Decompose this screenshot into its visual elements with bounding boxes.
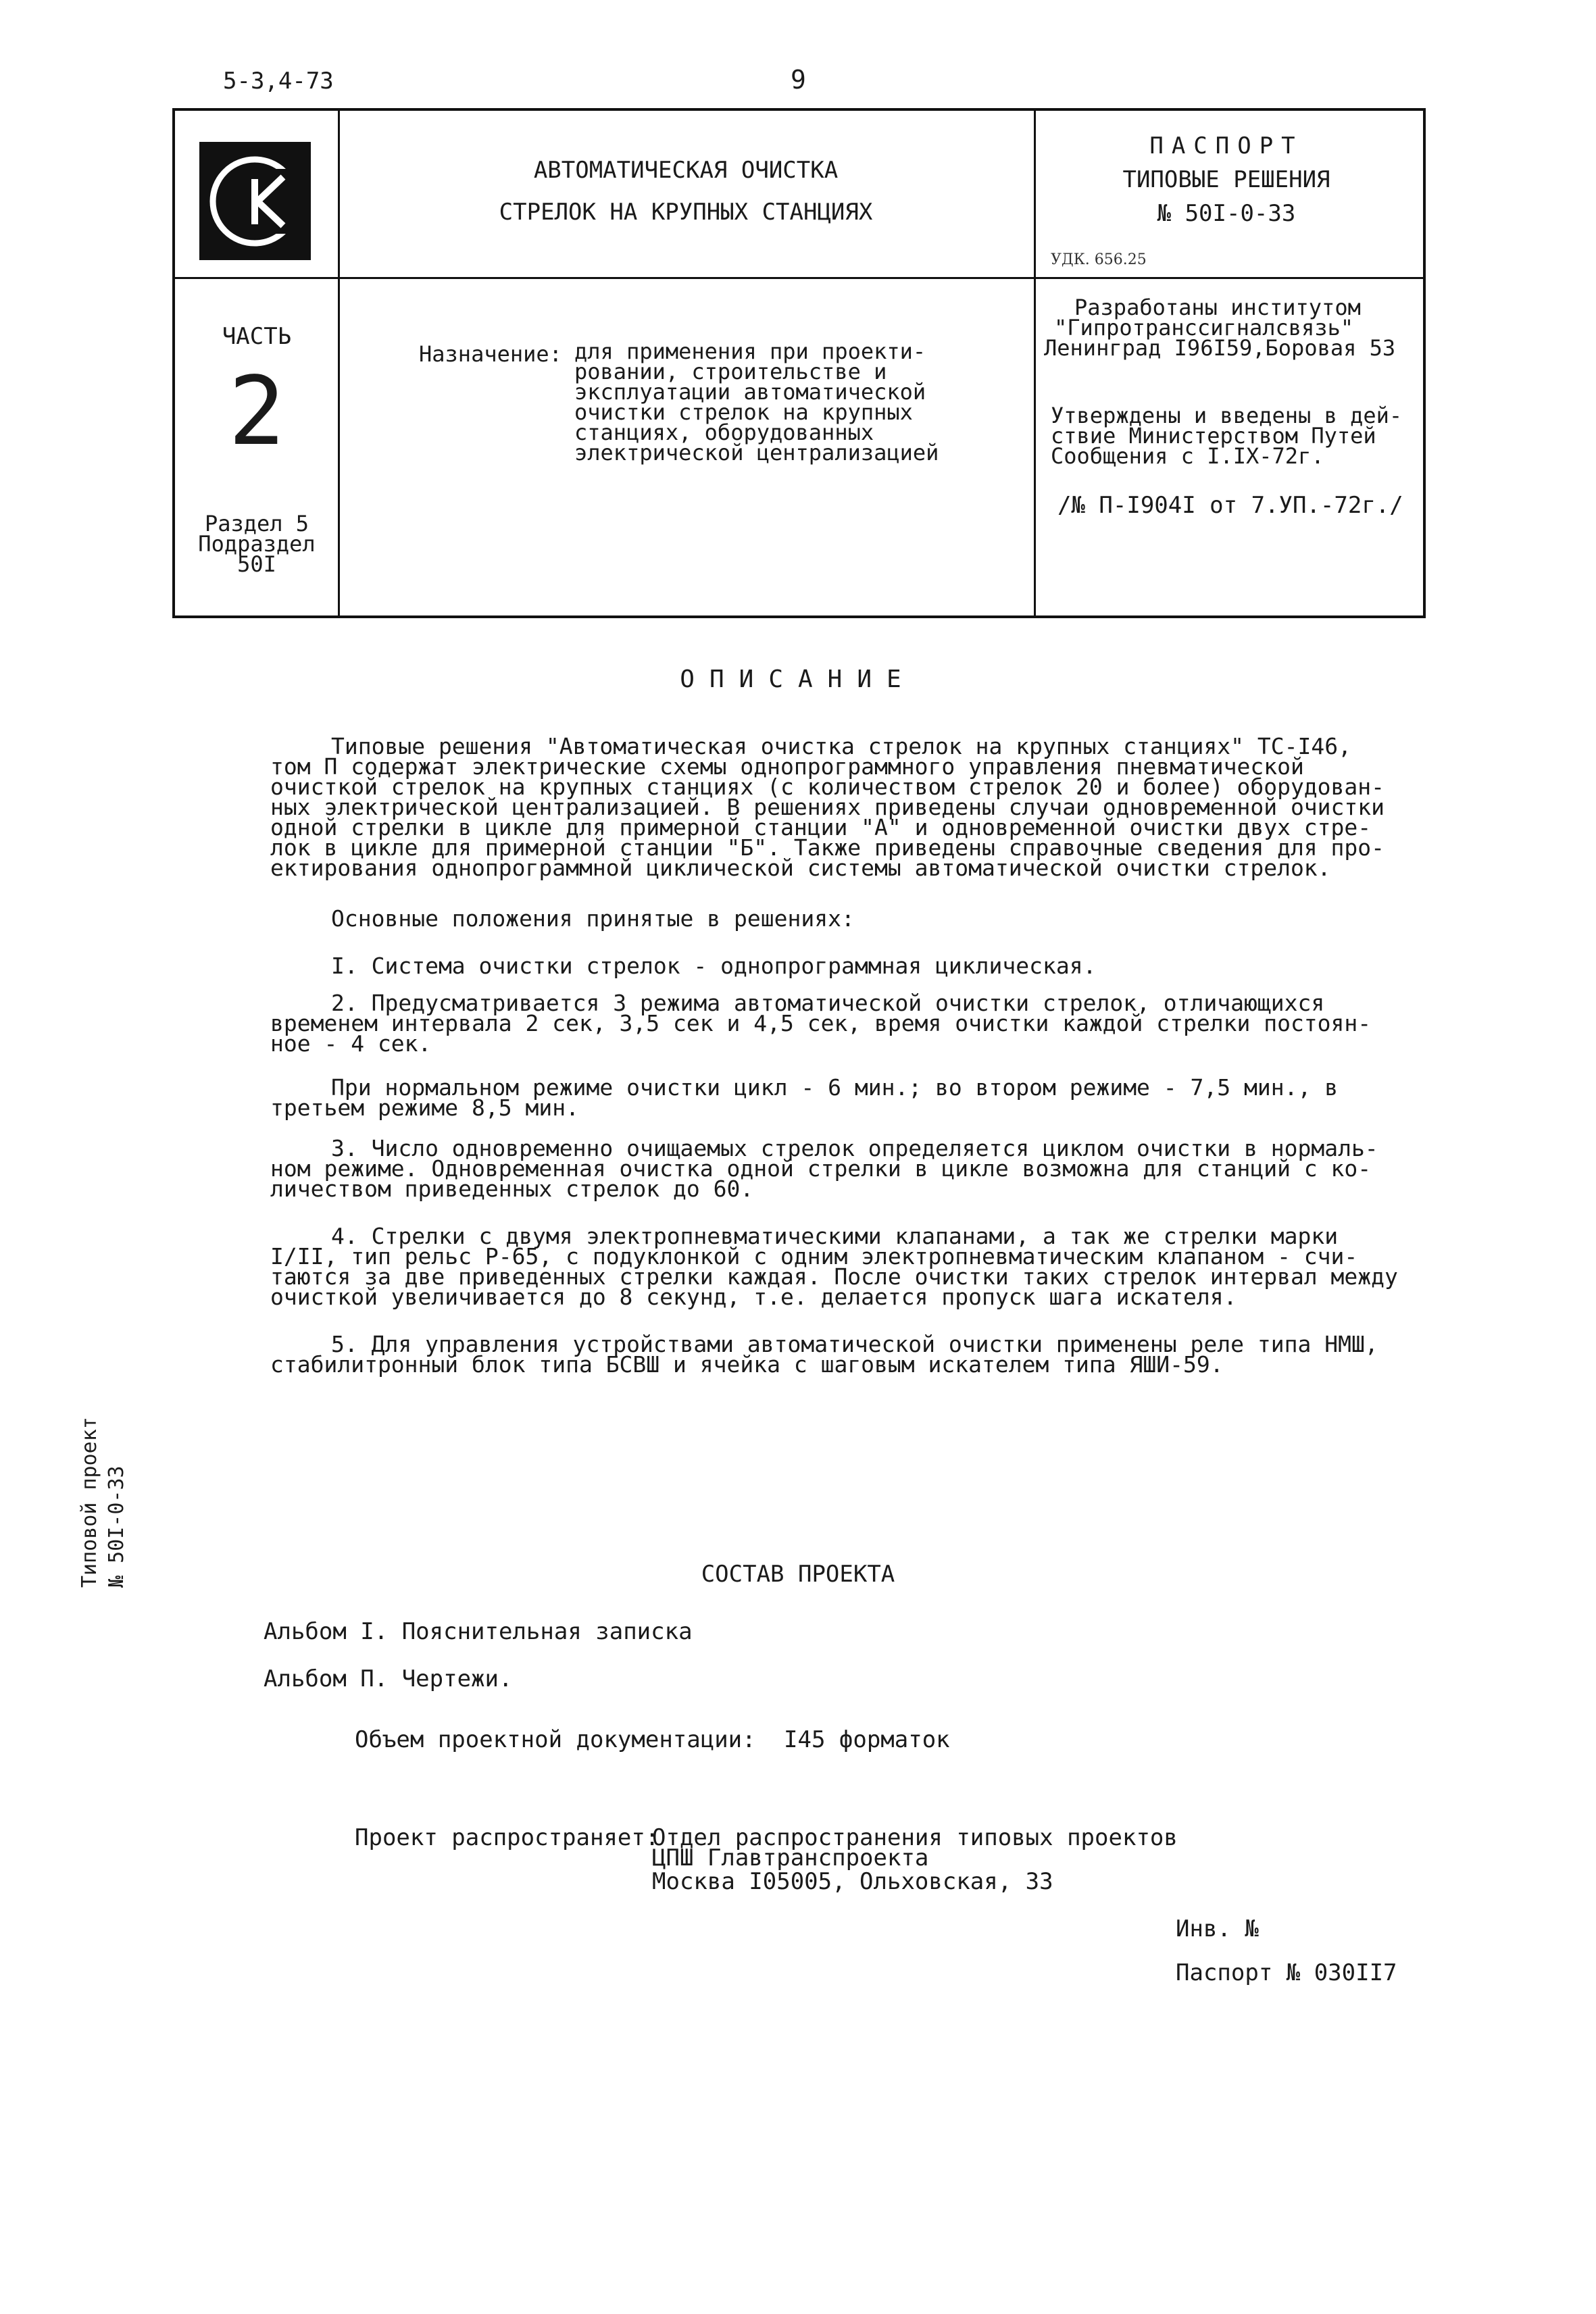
list-item: стабилитронный блок типа БСВШ и ячейка с шаговым искателем типа ЯШИ-59. xyxy=(270,1351,1224,1378)
page-number: 9 xyxy=(791,65,806,95)
list-item: ном режиме. Одновременная очистка одной стрелки в цикле возможна для станций с ко- xyxy=(270,1155,1372,1182)
purpose-line: ровании, строительстве и xyxy=(574,359,887,384)
distributor-line: Москва I05005, Ольховская, 33 xyxy=(652,1868,1053,1895)
volume-value: I45 форматок xyxy=(784,1726,950,1753)
list-item: 5. Для управления устройствами автоматической очистки применены реле типа НМШ, xyxy=(331,1331,1378,1357)
passport-subheading: ТИПОВЫЕ РЕШЕНИЯ xyxy=(1122,166,1330,193)
developer-line: Разработаны институтом xyxy=(1074,295,1361,320)
list-item: I/II, тип рельс Р-65, с подуклонкой с одним электропневматическим клапаном - счи- xyxy=(270,1243,1358,1269)
approval-line: ствие Министерством Путей xyxy=(1051,423,1376,449)
table-divider xyxy=(338,108,340,618)
list-item: 3. Число одновременно очищаемых стрелок определяется циклом очистки в нормаль- xyxy=(331,1135,1378,1161)
composition-heading: СОСТАВ ПРОЕКТА xyxy=(701,1561,895,1588)
passport-heading: ПАСПОРТ xyxy=(1149,132,1303,159)
section-line: Раздел 5 xyxy=(204,511,309,536)
paragraph-line: ных электрической централизацией. В решениях приведены случаи одновременной очистки xyxy=(270,794,1385,820)
document-code: 5-3,4-73 xyxy=(223,68,334,95)
list-item: временем интервала 2 сек, 3,5 сек и 4,5 сек, время очистки каждой стрелки постоян- xyxy=(270,1010,1372,1036)
section-line: Подраздел xyxy=(198,531,316,557)
project-title-line: СТРЕЛОК НА КРУПНЫХ СТАНЦИЯХ xyxy=(499,199,873,226)
udk-code: УДК. 656.25 xyxy=(1051,251,1147,268)
list-item: личеством приведенных стрелок до 60. xyxy=(270,1176,754,1202)
list-item: очисткой увеличивается до 8 секунд, т.е. делается пропуск шага искателя. xyxy=(270,1284,1237,1310)
list-item: таются за две приведенных стрелки каждая. После очистки таких стрелок интервал между xyxy=(270,1263,1398,1290)
approval-line: Сообщения с I.IX-72г. xyxy=(1051,443,1324,469)
distributor-label: Проект распространяет: xyxy=(355,1824,659,1851)
developer-line: Ленинград I96I59,Боровая 53 xyxy=(1044,335,1396,361)
paragraph-line: Типовые решения "Автоматическая очистка стрелок на крупных станциях" ТС-I46, xyxy=(331,733,1351,759)
list-item: При нормальном режиме очистки цикл - 6 мин.; во втором режиме - 7,5 мин., в xyxy=(331,1074,1339,1101)
part-number: 2 xyxy=(228,357,286,467)
paragraph-line: очисткой стрелок на крупных станциях (с количеством стрелок 20 и более) оборудован- xyxy=(270,774,1385,800)
volume-label: Объем проектной документации: xyxy=(355,1726,756,1753)
intro-line: Основные положения принятые в решениях: xyxy=(331,905,855,932)
purpose-line: электрической централизацией xyxy=(574,440,939,466)
side-stamp-line: № 50I-0-33 xyxy=(105,1465,128,1588)
table-divider xyxy=(1034,108,1036,618)
album-line: Альбом I. Пояснительная записка xyxy=(264,1618,693,1645)
purpose-line: станциях, оборудованных xyxy=(574,420,874,445)
approval-order: /№ П-I904I от 7.УП.-72г./ xyxy=(1057,492,1403,519)
paragraph-line: ектирования однопрограммной циклической системы автоматической очистки стрелок. xyxy=(270,855,1331,881)
distributor-line: Отдел распространения типовых проектов xyxy=(652,1824,1178,1851)
paragraph-line: том П содержат электрические схемы однопрограммного управления пневматической xyxy=(270,753,1304,780)
passport-number-footer: Паспорт № 030II7 xyxy=(1176,1959,1397,1986)
developer-line: "Гипротранссигналсвязь" xyxy=(1054,315,1354,341)
ck-logo-icon xyxy=(199,142,311,260)
passport-number: № 50I-0-33 xyxy=(1157,200,1296,227)
list-item: 4. Стрелки с двумя электропневматическими клапанами, а так же стрелки марки xyxy=(331,1223,1339,1249)
purpose-line: для применения при проекти- xyxy=(574,338,926,364)
purpose-line: очистки стрелок на крупных xyxy=(574,399,913,425)
inventory-number: Инв. № xyxy=(1176,1915,1259,1942)
section-line: 50I xyxy=(237,551,276,577)
paragraph-line: лок в цикле для примерной станции "Б". Также приведены справочные сведения для про- xyxy=(270,834,1385,861)
list-item: ное - 4 сек. xyxy=(270,1030,432,1057)
table-divider xyxy=(172,277,1426,279)
side-stamp-line: Типовой проект xyxy=(78,1417,101,1588)
purpose-line: эксплуатации автоматической xyxy=(574,379,926,405)
description-heading: ОПИСАНИЕ xyxy=(680,665,916,693)
paragraph-line: одной стрелки в цикле для примерной станции "А" и одновременной очистки двух стре- xyxy=(270,814,1372,840)
purpose-label: Назначение: xyxy=(419,341,562,367)
list-item: третьем режиме 8,5 мин. xyxy=(270,1095,579,1121)
part-label: ЧАСТЬ xyxy=(222,323,292,350)
approval-line: Утверждены и введены в дей- xyxy=(1051,403,1403,428)
project-title-line: АВТОМАТИЧЕСКАЯ ОЧИСТКА xyxy=(533,157,839,184)
list-item: 2. Предусматривается 3 режима автоматической очистки стрелок, отличающихся xyxy=(331,990,1325,1016)
list-item: I. Система очистки стрелок - однопрограммная циклическая. xyxy=(331,953,1097,979)
distributor-line: ЦПШ Главтранспроекта xyxy=(652,1844,929,1871)
album-line: Альбом П. Чертежи. xyxy=(264,1665,513,1692)
